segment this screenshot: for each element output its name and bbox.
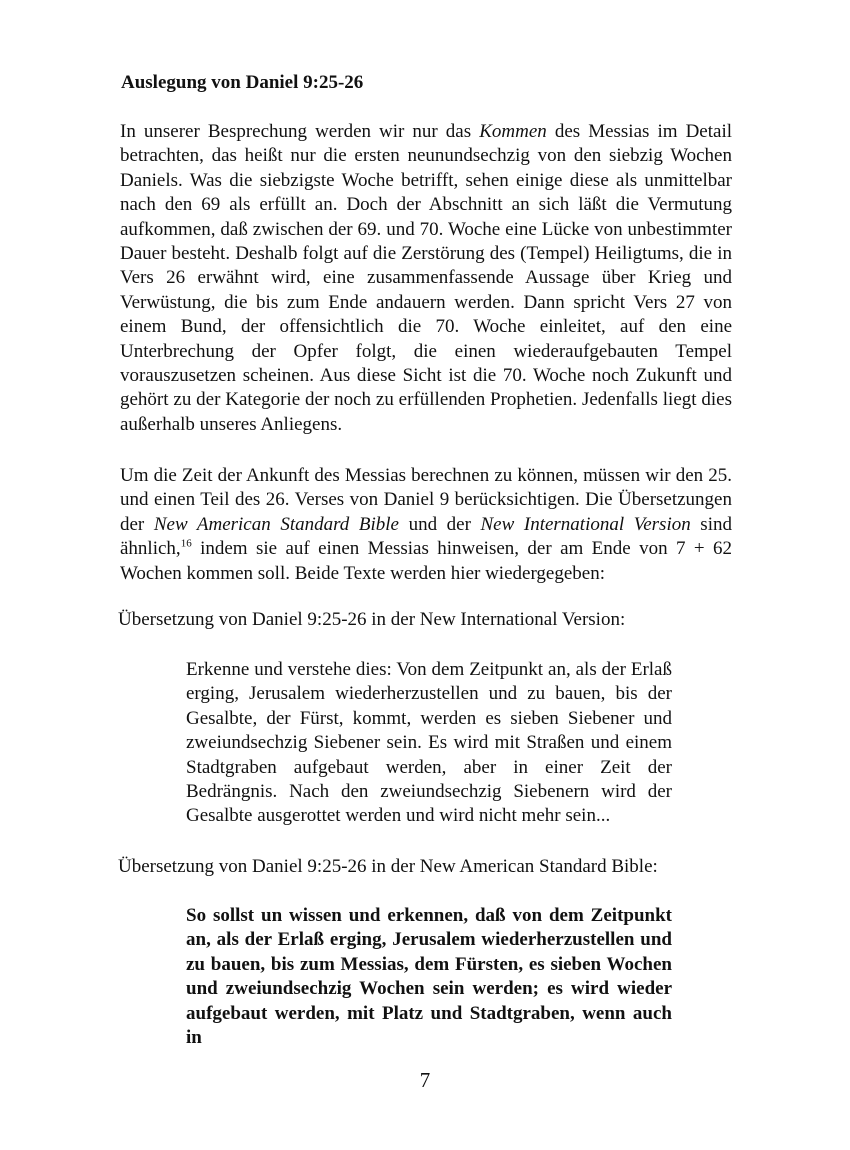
- bible-title-niv: New International Version: [480, 513, 691, 535]
- niv-translation-label: Übersetzung von Daniel 9:25-26 in der New International Version:: [118, 609, 626, 630]
- page-number: 7: [419, 1068, 431, 1092]
- paragraph-2-text-a: Um die Zeit der Ankunft des Messias berechnen zu können, müssen wir den 25. und einen Teil des 26. Verses von Daniel 9 berücksichtigen. Die Übersetzungen der: [120, 465, 732, 535]
- section-heading: Auslegung von Daniel 9:25-26: [121, 72, 364, 93]
- nasb-translation-label: Übersetzung von Daniel 9:25-26 in der New American Standard Bible:: [118, 856, 658, 877]
- nasb-quotation: So sollst un wissen und erkennen, daß von dem Zeitpunkt an, als der Erlaß erging, Jerusalem wiederherzustellen und zu bauen, bis zum Messias, dem Fürsten, es sieben Wochen und zweiundsechzig Wochen sein werden; es wird wieder aufgebaut werden, mit Platz und Stadtgraben, wenn auch in: [186, 905, 672, 1049]
- paragraph-2: [120, 464, 732, 586]
- paragraph-1-emphasis: Kommen: [479, 121, 547, 142]
- paragraph-2-text-c: sind ähnlich,: [120, 513, 732, 560]
- paragraph-1: [120, 120, 732, 437]
- footnote-marker: 16: [180, 537, 192, 550]
- paragraph-2-text-b: und der: [398, 513, 481, 535]
- paragraph-1-text-a: In unserer Besprechung werden wir nur das: [120, 121, 480, 142]
- bible-title-nasb: New American Standard Bible: [153, 513, 399, 535]
- paragraph-2-text-d: indem sie auf einen Messias hinweisen, der am Ende von 7 + 62 Wochen kommen soll. Beide Texte werden hier wiedergegeben:: [120, 538, 732, 584]
- niv-quotation: Erkenne und verstehe dies: Von dem Zeitpunkt an, als der Erlaß erging, Jerusalem wiederherzustellen und zu bauen, bis der Gesalbte, der Fürst, kommt, werden es sieben Siebener und zweiundsechzig Siebener sein. Es wird mit Straßen und einem Stadtgraben aufgebaut werden, aber in einer Zeit der Bedrängnis. Nach den zweiundsechzig Siebenern wird der Gesalbte ausgerottet werden und wird nicht mehr sein...: [186, 659, 672, 827]
- paragraph-1-text-b: des Messias im Detail betrachten, das heißt nur die ersten neunundsechzig von den siebzig Wochen Daniels. Was die siebzigste Woche betrifft, sehen einige diese als unmittelbar nach den 69 als erfüllt an. Doch der Abschnitt an sich läßt die Vermutung aufkommen, daß zwischen der 69. und 70. Woche eine Lücke von unbestimmter Dauer besteht. Deshalb folgt auf die Zerstörung des (Tempel) Heiligtums, die in Vers 26 erwähnt wird, eine zusammenfassende Aussage über Krieg und Verwüstung, die bis zum Ende andauern werden. Dann spricht Vers 27 von einem Bund, der offensichtlich die 70. Woche einleitet, auf den eine Unterbrechung der Opfer folgt, die einen wiederaufgebauten Tempel vorauszusetzen scheinen. Aus diese Sicht ist die 70. Woche noch Zukunft und gehört zu der Kategorie der noch zu erfüllenden Prophetien. Jedenfalls liegt dies außerhalb unseres Anliegens.: [120, 121, 732, 435]
